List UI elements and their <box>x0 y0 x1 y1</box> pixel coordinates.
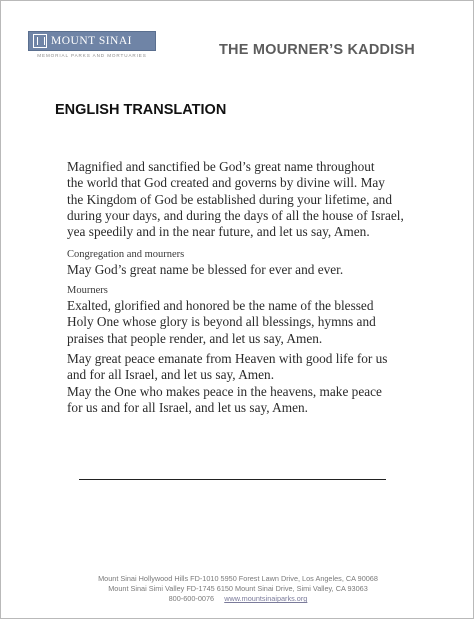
footer-address-simi: Mount Sinai Simi Valley FD-1745 6150 Mount Sinai Drive, Simi Valley, CA 93063 <box>108 584 368 594</box>
paragraph-3 <box>67 298 376 347</box>
text-line: Holy One whose glory is beyond all blessings, hymns and <box>67 314 376 330</box>
footer-phone: 800-600-0076 <box>168 594 215 604</box>
paragraph-4 <box>67 351 387 416</box>
paragraph-2 <box>67 262 343 278</box>
text-line: for us and for all Israel, and let us say, Amen. <box>67 399 308 415</box>
text-line: during your days, and during the days of all the house of Israel, <box>67 207 404 223</box>
mount-sinai-logo <box>28 31 156 51</box>
text-line: May great peace emanate from Heaven with good life for us <box>67 351 388 366</box>
section-title: ENGLISH TRANSLATION <box>55 102 227 118</box>
logo-emblem-icon <box>33 34 47 48</box>
logo-text: MOUNT SINAI <box>51 35 132 47</box>
signature-line <box>79 479 386 480</box>
footer-contact <box>1 594 474 604</box>
text-line: and for all Israel, and let us say, Amen. <box>67 367 275 383</box>
cue-mourners: Mourners <box>67 285 108 296</box>
cue-congregation: Congregation and mourners <box>67 249 185 260</box>
text-line: the world that God created and governs by divine will. May <box>67 175 385 191</box>
text-line: Exalted, glorified and honored be the name of the blessed <box>67 298 374 313</box>
footer-address-hollywood: Mount Sinai Hollywood Hills FD-1010 5950 Forest Lawn Drive, Los Angeles, CA 90068 <box>98 574 378 583</box>
text-line: praises that people render, and let us say, Amen. <box>67 330 323 346</box>
paragraph-1 <box>67 159 404 240</box>
text-line: May the One who makes peace in the heavens, make peace <box>67 383 382 399</box>
text-line: May God’s great name be blessed for ever and ever. <box>67 262 344 277</box>
document-title: THE MOURNER’S KADDISH <box>219 42 415 58</box>
text-line: Magnified and sanctified be God’s great name throughout <box>67 159 375 174</box>
text-line: the Kingdom of God be established during your lifetime, and <box>67 191 392 207</box>
footer-website-link[interactable]: www.mountsinaiparks.org <box>224 594 308 604</box>
logo-subtext: MEMORIAL PARKS AND MORTUARIES <box>37 53 147 58</box>
footer <box>1 574 474 605</box>
text-line: yea speedily and in the near future, and let us say, Amen. <box>67 224 370 240</box>
